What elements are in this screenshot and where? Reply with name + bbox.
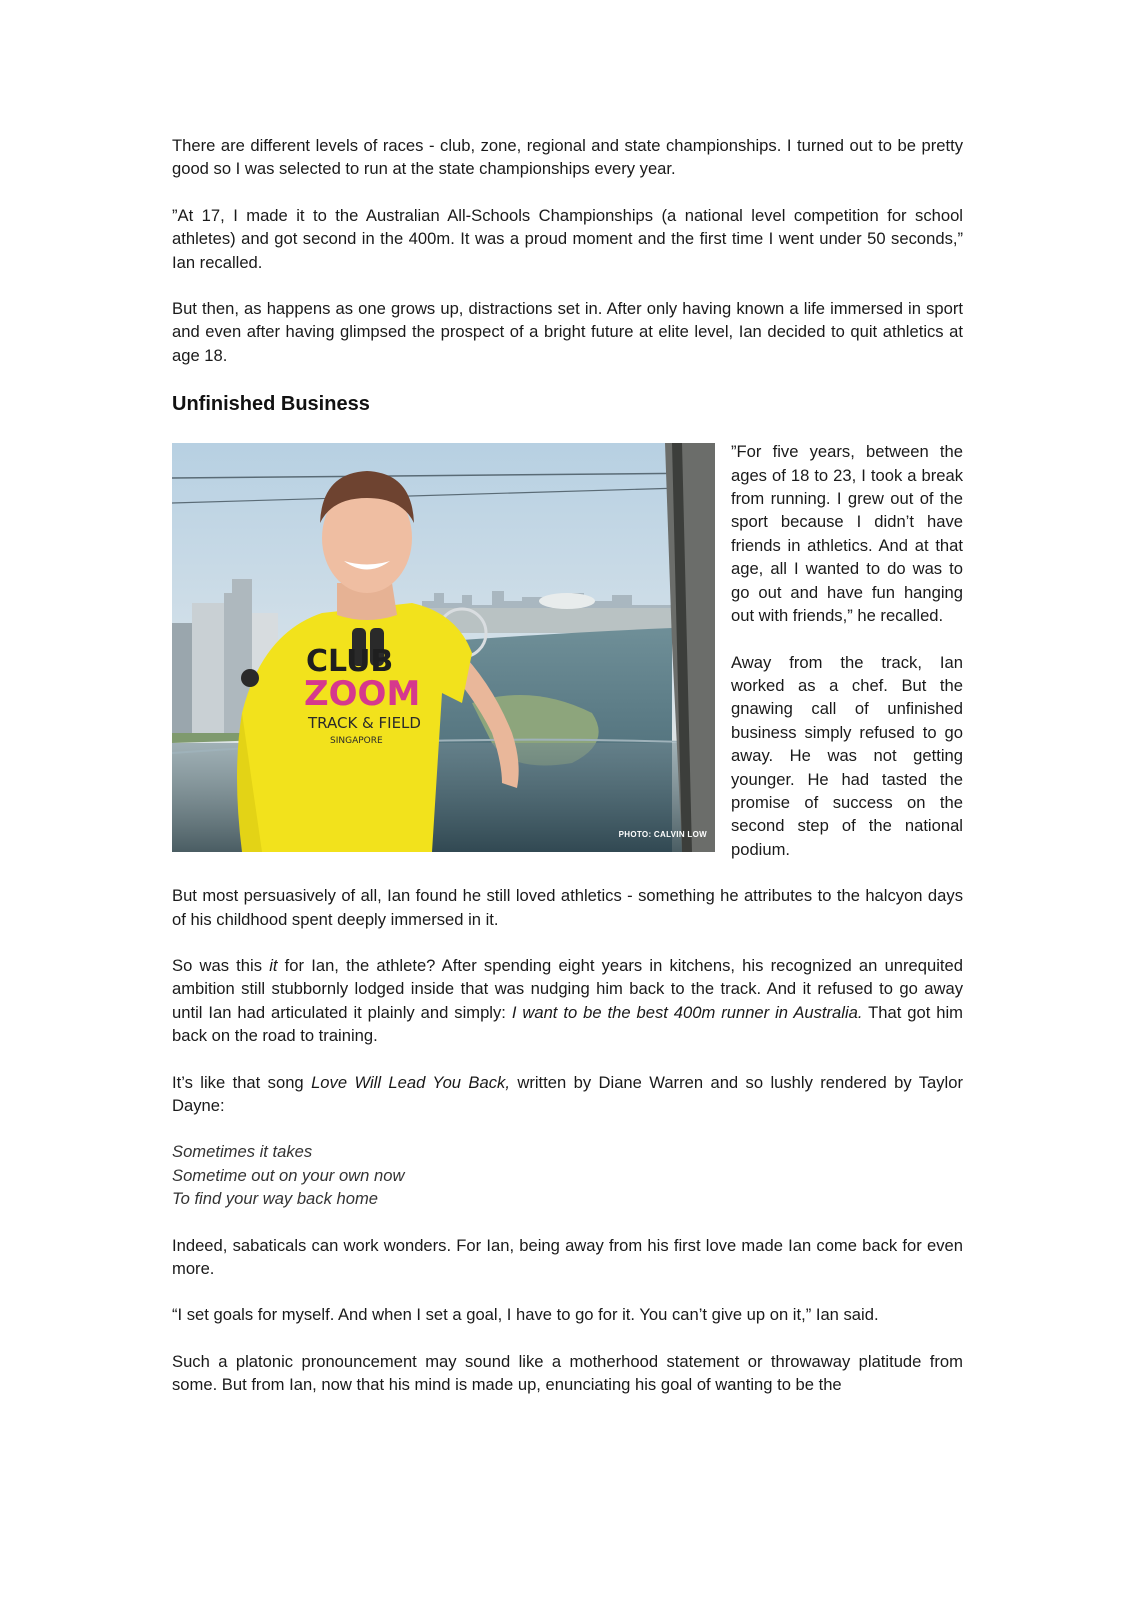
verse-line: To find your way back home <box>172 1189 378 1209</box>
shirt-text-singapore: SINGAPORE <box>330 736 383 747</box>
section-heading: Unfinished Business <box>172 393 370 416</box>
photo-credit: PHOTO: CALVIN LOW <box>618 829 707 839</box>
shirt-text-zoom: ZOOM <box>304 674 421 715</box>
photo-side-text <box>731 440 963 861</box>
verse-line: Sometime out on your own now <box>172 1165 405 1185</box>
paragraph-quit-athletics: But then, as happens as one grows up, distractions set in. After only having known a life immersed in sport and even after having glimpsed the prospect of a bright future at elite level, Ian decided to quit athletics at age 18. <box>172 299 963 365</box>
paragraph-chef: Away from the track, Ian worked as a chef. But the gnawing call of unfinished business simply refused to go away. He was not getting younger. He had tasted the promise of success on the second step of the national podium. <box>731 652 963 859</box>
article-photo <box>172 443 715 852</box>
paragraph-all-schools: ”At 17, I made it to the Australian All-Schools Championships (a national level competition for school athletes) and got second in the 400m. It was a proud moment and the first time I went under 50 seconds,” Ian recalled. <box>172 205 963 272</box>
paragraph-five-year-break: ”For five years, between the ages of 18 to 23, I took a break from running. I grew out of the sport because I didn’t have friends in athletics. And at that age, all I wanted to do was to go out and have fun hanging out with friends,” he recalled. <box>731 442 963 626</box>
article-page <box>172 134 963 1420</box>
shirt-text-track: TRACK & FIELD <box>308 714 421 733</box>
verse-line: Sometimes it takes <box>172 1142 313 1162</box>
paragraph-sabaticals: Indeed, sabaticals can work wonders. For Ian, being away from his first love made Ian come back for even more. <box>172 1235 963 1279</box>
photo-text-section <box>172 440 963 861</box>
paragraph-race-levels: There are different levels of races - club, zone, regional and state championships. I turned out to be pretty good so I was selected to run at the state championships every year. <box>172 136 963 179</box>
paragraph-set-goals: “I set goals for myself. And when I set a goal, I have to go for it. You can’t give up on it,” Ian said. <box>172 1305 879 1325</box>
paragraph-unrequited-ambition: So was this it for Ian, the athlete? After spending eight years in kitchens, his recognized an unrequited ambition still stubbornly lodged inside that was nudging him back to the track. And it refused to go away until Ian had articulated it plainly and simply: I want to be the best 400m runner in Australia. That got him back on the road to training. <box>172 955 964 1046</box>
paragraph-platonic: Such a platonic pronouncement may sound like a motherhood statement or throwaway platitude from some. But from Ian, now that his mind is made up, enunciating his goal of wanting to be the <box>172 1351 963 1395</box>
paragraph-still-loved: But most persuasively of all, Ian found he still loved athletics - something he attributes to the halcyon days of his childhood spent deeply immersed in it. <box>172 886 963 929</box>
paragraph-song: It’s like that song Love Will Lead You Back, written by Diane Warren and so lushly rendered by Taylor Dayne: <box>172 1072 963 1115</box>
shirt-text-club: CLUB <box>306 644 394 680</box>
song-verse <box>172 1140 963 1210</box>
